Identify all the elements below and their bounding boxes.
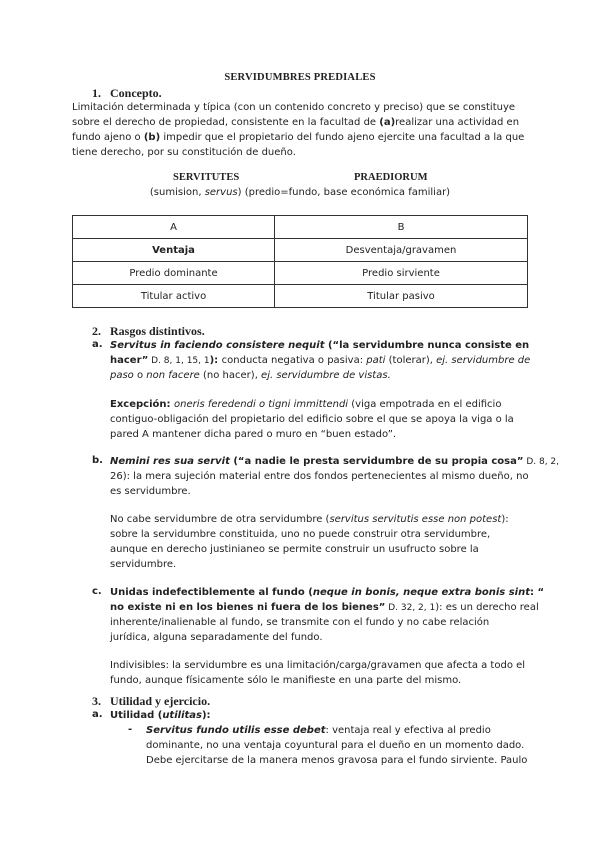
praediorum-heading: PRAEDIORUM	[354, 172, 428, 183]
comparison-table	[72, 215, 528, 308]
section-2-heading: Rasgos distintivos.	[110, 324, 205, 338]
table-row	[73, 216, 528, 239]
item-3a-label: a.	[92, 709, 103, 720]
item-3a-heading: Utilidad (utilitas):	[110, 710, 211, 721]
item-c-line-2: no existe ni en los bienes ni fuera de los bienes” D. 32, 2, 1): es un derecho real	[110, 602, 539, 613]
section-2-number: 2.	[92, 324, 101, 338]
item-b-label: b.	[92, 455, 103, 466]
section-1-heading: Concepto.	[110, 86, 162, 100]
table-cell: Titular activo	[73, 285, 275, 308]
etymology-note: (sumision, servus) (predio=fundo, base económica familiar)	[149, 187, 451, 198]
section-3-number: 3.	[92, 694, 101, 708]
item-a-line-1: Servitus in faciendo consistere nequit (“la servidumbre nunca consiste en	[110, 340, 530, 351]
item-b-line-1: Nemini res sua servit (“a nadie le presta servidumbre de su propia cosa” D. 8, 2,	[110, 456, 560, 467]
table-cell: B	[275, 216, 528, 239]
bullet-dash: -	[128, 724, 133, 735]
table-cell: Predio dominante	[73, 262, 275, 285]
item-a-line-3: paso o non facere (no hacer), ej. servidumbre de vistas.	[110, 370, 391, 381]
table-cell: Desventaja/gravamen	[275, 239, 528, 262]
section-3-heading: Utilidad y ejercicio.	[110, 694, 211, 708]
servitutes-heading: SERVITUTES	[173, 172, 240, 183]
table-cell: Ventaja	[73, 239, 275, 262]
item-b-para2-line-3: aunque en derecho justinianeo se permite construir un usufructo sobre la	[110, 544, 479, 555]
table-row	[73, 262, 528, 285]
item-c-para2-line-2: fundo, aunque físicamente sólo le manifieste en una parte del mismo.	[110, 675, 462, 686]
item-c-line-3: inherente/inalienable al fundo, se transmite con el fundo y no cabe relación	[110, 617, 490, 628]
concept-line-2: sobre el derecho de propiedad, consistente en la facultad de (a)realizar una actividad en	[72, 117, 520, 128]
utility-line-3: Debe ejercitarse de la manera menos gravosa para el fundo sirviente. Paulo	[146, 755, 528, 766]
item-a-line-2: hacer” D. 8, 1, 15, 1): conducta negativa o pasiva: pati (tolerar), ej. servidumbre de	[110, 355, 531, 366]
exception-line-1: Excepción: oneris feredendi o tigni immittendi (viga empotrada en el edificio	[110, 399, 502, 410]
section-1-number: 1.	[92, 86, 101, 100]
table-cell: A	[73, 216, 275, 239]
table-cell: Predio sirviente	[275, 262, 528, 285]
item-c-line-4: jurídica, alguna separadamente del fundo.	[110, 632, 323, 643]
item-b-para2-line-4: servidumbre.	[110, 559, 177, 570]
item-a-label: a.	[92, 339, 103, 350]
item-b-line-3: es servidumbre.	[110, 486, 191, 497]
item-b-line-2: 26): la mera sujeción material entre dos fondos pertenecientes al mismo dueño, no	[110, 471, 529, 482]
item-c-label: c.	[92, 586, 102, 597]
item-b-para2-line-2: sobre la servidumbre constituida, uno no puede construir otra servidumbre,	[110, 529, 491, 540]
document-title: SERVIDUMBRES PREDIALES	[224, 72, 376, 83]
utility-line-1: Servitus fundo utilis esse debet: ventaja real y efectiva al predio	[146, 725, 491, 736]
item-c-para2-line-1: Indivisibles: la servidumbre es una limitación/carga/gravamen que afecta a todo el	[110, 660, 526, 671]
table-row	[73, 285, 528, 308]
utility-line-2: dominante, no una ventaja coyuntural para el dueño en un momento dado.	[146, 740, 525, 751]
exception-line-2: contiguo-obligación del propietario del edificio sobre el que se apoya la viga o la	[110, 414, 514, 425]
concept-line-3: fundo ajeno o (b) impedir que el propietario del fundo ajeno ejercite una facultad a la que	[72, 132, 525, 143]
concept-line-1: Limitación determinada y típica (con un contenido concreto y preciso) que se constituye	[72, 102, 516, 113]
exception-line-3: pared A mantener dicha pared o muro en “buen estado”.	[110, 429, 397, 440]
item-b-para2-line-1: No cabe servidumbre de otra servidumbre (servitus servitutis esse non potest):	[110, 514, 509, 525]
table-row	[73, 239, 528, 262]
item-c-line-1: Unidas indefectiblemente al fundo (neque in bonis, neque extra bonis sint: “	[110, 587, 545, 598]
table-cell: Titular pasivo	[275, 285, 528, 308]
concept-line-4: tiene derecho, por su constitución de dueño.	[72, 147, 296, 158]
